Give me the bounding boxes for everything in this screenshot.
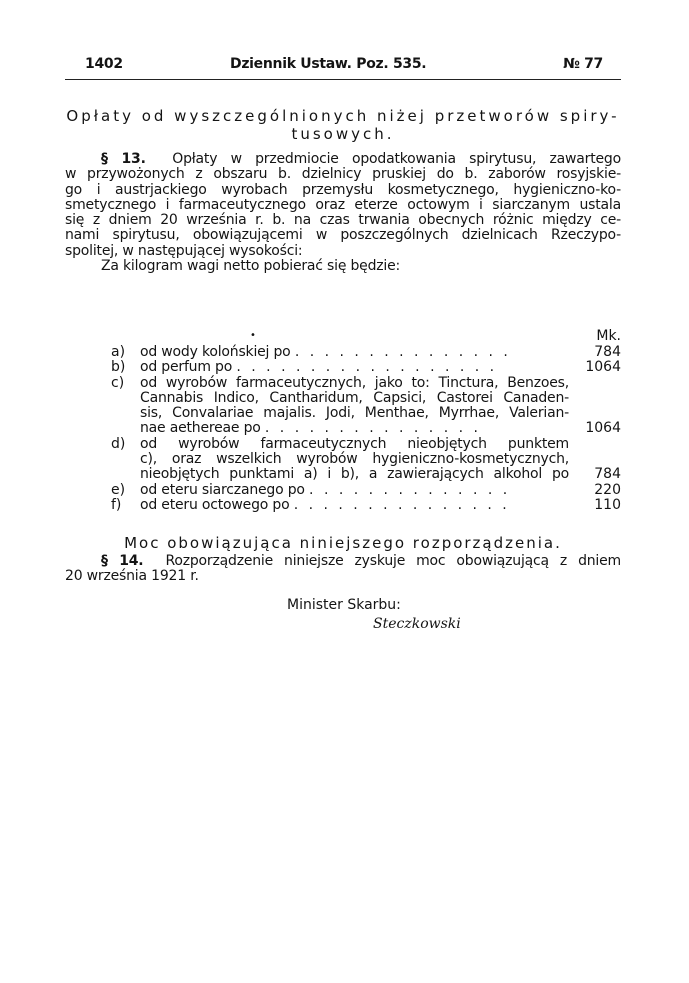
- leader-dots: . . . . . . . . . . . . . . . . . .: [236, 359, 498, 376]
- rate-item-letter: a): [111, 344, 126, 360]
- rate-item-text-line: od wyrobów farmaceutycznych nieobjętych punktem: [140, 435, 569, 452]
- signatory-name: Steczkowski: [373, 616, 461, 632]
- rate-item-text: od eteru octowego po: [140, 496, 290, 513]
- rate-item-value: 1064: [585, 420, 621, 437]
- rate-item-text-line: sis, Convalariae majalis. Jodi, Menthae, Myrrhae, Valerian-: [140, 405, 569, 422]
- rate-item-letter: e): [111, 481, 126, 498]
- rate-item-value: 110: [594, 496, 621, 513]
- paragraph-13-line-7: spolitej, w następującej wysokości:: [65, 242, 303, 259]
- paragraph-13-text-1: Opłaty w przedmiocie opodatkowania spirytusu, zawartego: [172, 151, 621, 167]
- rate-item-text: nae aethereae po: [140, 420, 261, 437]
- rate-item-d: [65, 437, 621, 483]
- rate-item-text-line: c), oraz wszelkich wyrobów hygieniczno-kosmetycznych,: [140, 451, 569, 468]
- rate-item-value: 784: [594, 344, 621, 360]
- paragraph-14-text-1: Rozporządzenie niniejsze zyskuje moc obowiązującą z dniem: [165, 553, 621, 569]
- journal-title: Dziennik Ustaw. Poz. 535.: [230, 56, 427, 72]
- page-number: 1402: [85, 56, 123, 72]
- leader-dots: . . . . . . . . . . . . . . .: [264, 420, 481, 437]
- section-heading: [65, 107, 621, 143]
- paragraph-13-line-6: nami spirytusu, obowiązującemi w poszczególnych dzielnicach Rzeczypo-: [65, 227, 621, 244]
- currency-header: Mk.: [596, 328, 621, 344]
- paragraph-13-line-5: się z dniem 20 września r. b. na czas trwania obecnych różnic między ce-: [65, 212, 621, 229]
- rate-list: [65, 345, 621, 513]
- rate-item-c: [65, 376, 621, 437]
- paragraph-13-line-4: smetycznego i farmaceutycznego oraz eterze octowym i siarczanym ustala: [65, 196, 621, 213]
- paragraph-13-line-1: [65, 152, 621, 167]
- rate-item-text-line: od wyrobów farmaceutycznych, jako to: Tinctura, Benzoes,: [140, 374, 569, 391]
- rate-item-text-line: nieobjętych punktami a) i b), a zawierających alkohol po: [140, 466, 569, 483]
- rate-item-text: od wody kolońskiej po: [140, 344, 291, 360]
- leader-dots: . . . . . . . . . . . . . . .: [294, 344, 511, 360]
- rate-item-letter: f): [111, 496, 122, 513]
- rate-item-text-line: Cannabis Indico, Cantharidum, Capsici, Castorei Canaden-: [140, 389, 569, 406]
- page-header: [65, 52, 621, 74]
- paragraph-13-line-8: [65, 259, 621, 274]
- bullet-mark: •: [250, 330, 256, 341]
- rate-item-text: od perfum po: [140, 359, 233, 376]
- section-heading-line-1: Opłaty od wyszczególnionych niżej przetworów spiry-: [66, 107, 620, 125]
- rate-item-e: [65, 483, 621, 498]
- header-rule: [65, 79, 621, 80]
- rate-item-letter: d): [111, 435, 126, 452]
- leader-dots: . . . . . . . . . . . . . . .: [293, 496, 510, 513]
- rate-item-b: [65, 360, 621, 375]
- rate-item-f: [65, 498, 621, 513]
- paragraph-14: [65, 554, 621, 585]
- leader-dots: . . . . . . . . . . . . . .: [309, 481, 511, 498]
- rate-item-letter: b): [111, 359, 126, 376]
- paragraph-13-text-8: Za kilogram wagi netto pobierać się będzie:: [101, 258, 401, 275]
- section-heading-line-2: tusowych.: [291, 125, 395, 143]
- paragraph-14-line-2: 20 września 1921 r.: [65, 568, 199, 585]
- paragraph-14-marker: § 14.: [101, 553, 144, 569]
- issue-number: № 77: [562, 56, 603, 72]
- rate-item-value: 220: [594, 481, 621, 498]
- rate-item-a: [65, 345, 621, 360]
- paragraph-13-marker: § 13.: [101, 151, 146, 167]
- paragraph-13-line-3: go i austrjackiego wyrobach przemysłu kosmetycznego, hygieniczno-ko-: [65, 181, 621, 198]
- rate-item-letter: c): [111, 374, 125, 391]
- document-page: [65, 52, 621, 632]
- paragraph-13: [65, 152, 621, 274]
- rate-item-value: 1064: [585, 359, 621, 376]
- effective-heading: Moc obowiązująca niniejszego rozporządzenia.: [124, 534, 562, 552]
- signatory-title: Minister Skarbu:: [287, 597, 401, 613]
- rate-item-text: od eteru siarczanego po: [140, 481, 305, 498]
- rate-item-value: 784: [594, 466, 621, 483]
- paragraph-13-line-2: w przywożonych z obszaru b. dzielnicy pruskiej do b. zaborów rosyjskie-: [65, 166, 621, 183]
